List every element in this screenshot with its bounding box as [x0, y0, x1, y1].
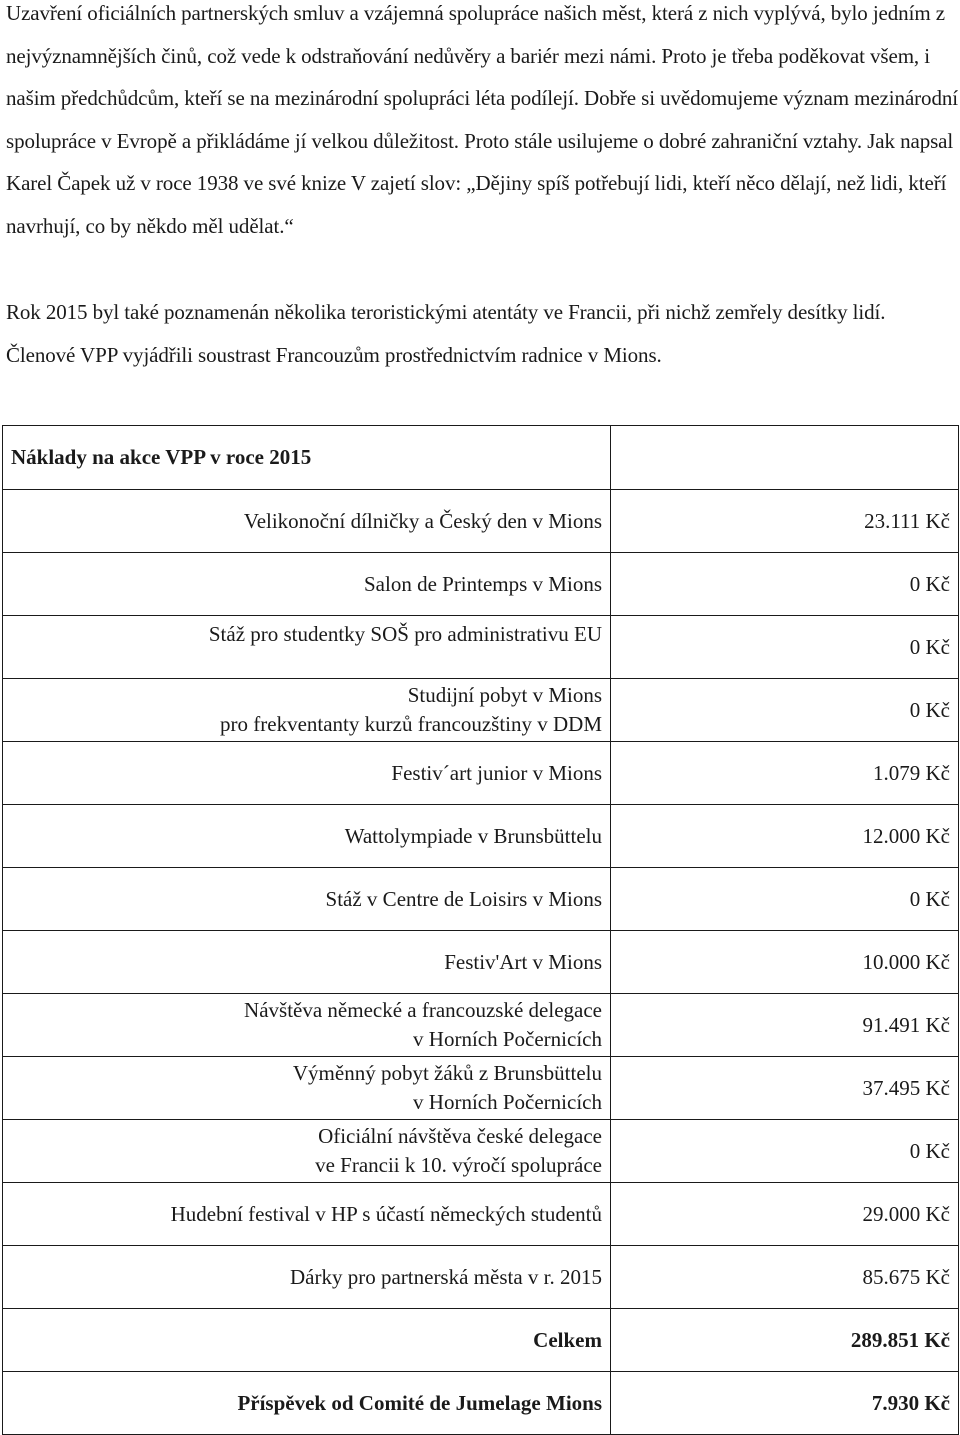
table-row: Festiv´art junior v Mions 1.079 Kč: [3, 742, 959, 805]
total-amount: 289.851 Kč: [611, 1309, 959, 1372]
table-row: Stáž v Centre de Loisirs v Mions 0 Kč: [3, 868, 959, 931]
table-row: Oficiální návštěva české delegace ve Francii k 10. výročí spolupráce 0 Kč: [3, 1120, 959, 1183]
table-row: Studijní pobyt v Mions pro frekventanty kurzů francouzštiny v DDM 0 Kč: [3, 679, 959, 742]
table-row: Dárky pro partnerská města v r. 2015 85.675 Kč: [3, 1246, 959, 1309]
costs-table: [2, 425, 959, 1435]
table-row: Hudební festival v HP s účastí německých studentů 29.000 Kč: [3, 1183, 959, 1246]
table-row: Výměnný pobyt žáků z Brunsbüttelu v Horních Počernicích 37.495 Kč: [3, 1057, 959, 1120]
table-title: Náklady na akce VPP v roce 2015: [3, 426, 611, 490]
table-row: Velikonoční dílničky a Český den v Mions 23.111 Kč: [3, 490, 959, 553]
table-row: Wattolympiade v Brunsbüttelu 12.000 Kč: [3, 805, 959, 868]
total-label: Celkem: [3, 1309, 611, 1372]
table-row: Festiv'Art v Mions 10.000 Kč: [3, 931, 959, 994]
table-row: Návštěva německé a francouzské delegace v Horních Počernicích 91.491 Kč: [3, 994, 959, 1057]
contribution-label: Příspěvek od Comité de Jumelage Mions: [3, 1372, 611, 1435]
contribution-amount: 7.930 Kč: [611, 1372, 959, 1435]
table-row: Stáž pro studentky SOŠ pro administrativu EU 0 Kč: [3, 616, 959, 679]
contribution-row: [3, 1372, 959, 1435]
total-row: [3, 1309, 959, 1372]
intro-paragraph: Uzavření oficiálních partnerských smluv a vzájemná spolupráce našich měst, která z nich vyplývá, bylo jedním z nejvýznamnějších činů, což vede k odstraňování nedůvěry a bariér mezi námi. Proto je třeba poděkovat všem, i našim předchůdcům, kteří se na mezinárodní spolupráci léta podílejí. Dobře si uvědomujeme význam mezinárodní spolupráce v Evropě a přikládáme jí velkou důležitost. Proto stále usilujeme o dobré zahraniční vztahy. Jak napsal Karel Čapek už v roce 1938 ve své knize V zajetí slov: „Dějiny spíš potřebují lidi, kteří něco dělají, než lidi, kteří navrhují, co by někdo měl udělat.“: [6, 1, 958, 238]
table-row: Salon de Printemps v Mions 0 Kč: [3, 553, 959, 616]
table-title-row: [3, 426, 959, 490]
terror-paragraph: Rok 2015 byl také poznamenán několika teroristickými atentáty ve Francii, při nichž zemřely desítky lidí. Členové VPP vyjádřili soustrast Francouzům prostřednictvím radnice v Mions.: [6, 300, 886, 367]
